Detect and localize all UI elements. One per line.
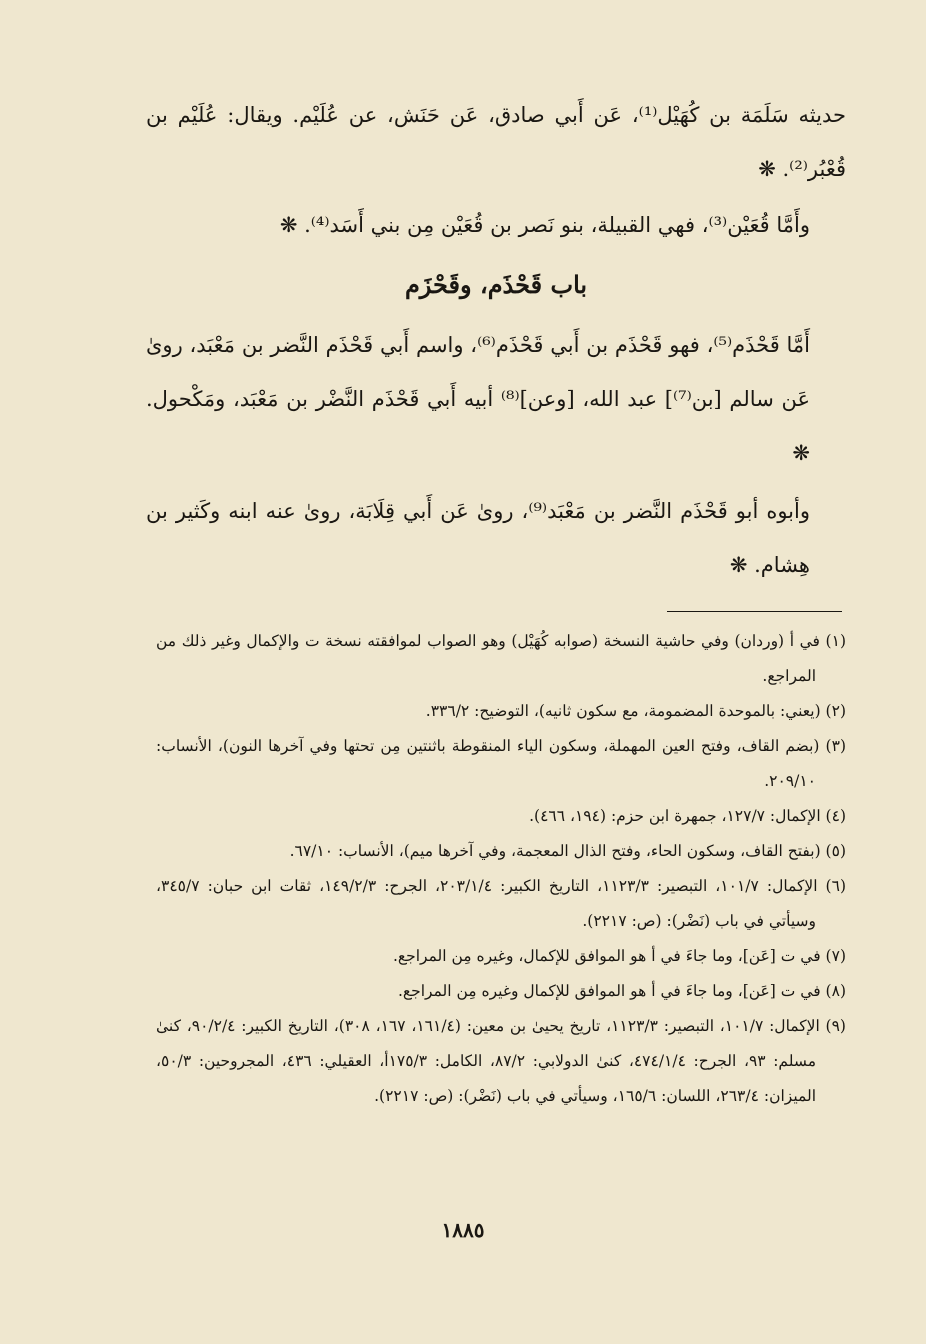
footnote-8: (٨) في ت [عَن]، وما جاءَ في أ هو الموافق للإكمال وغيره مِن المراجع. — [397, 982, 846, 1000]
footnote-4: (٤) الإكمال: ١٢٧/٧، جمهرة ابن حزم: (١٩٤، ٤٦٦). — [529, 807, 846, 825]
main-text — [146, 88, 846, 592]
paragraph-4: وأبوه أبو قَحْذَم النَّضر بن مَعْبَد⁽⁹⁾، روىٰ عَن أَبي قِلَابَة، روىٰ عنه ابنه وكَثير بن هِشام. ❋ — [146, 499, 810, 577]
footnote-7: (٧) في ت [عَن]، وما جاءَ في أ هو الموافق للإكمال، وغيره مِن المراجع. — [392, 947, 846, 965]
footnote-divider — [667, 611, 842, 612]
chapter-heading: باب قَحْذَم، وقَحْزَم — [404, 270, 588, 299]
paragraph-3: أَمَّا قَحْذَم⁽⁵⁾، فهو قَحْذَم بن أَبي قَحْذَم⁽⁶⁾، واسم أَبي قَحْذَم النَّضر بن مَعْبَد، روىٰ عَن سالم [بن⁽⁷⁾] عبد الله، [وعن]⁽⁸⁾ أبيه أَبي قَحْذَم النَّضْر بن مَعْبَد، ومَكْحول. ❋ — [146, 333, 810, 465]
footnote-9: (٩) الإكمال: ١٠١/٧، التبصير: ١١٢٣/٣، تاريخ يحيىٰ بن معين: (١٦١/٤، ١٦٧، ٣٠٨)، التاريخ الكبير: ٩٠/٢/٤، كنىٰ مسلم: ٩٣، الجرح: ٤٧٤/١/٤، كنىٰ الدولابي: ٨٧/٢، الكامل: ١٧٥/٣أ، العقيلي: ٤٣٦، المجروحين: ٥٠/٣، الميزان: ٢٦٣/٤، اللسان: ١٦٥/٦، وسيأتي في باب (نَضْر): (ص: ٢٢١٧). — [156, 1017, 846, 1105]
footnote-2: (٢) (يعني: بالموحدة المضمومة، مع سكون ثانيه)، التوضيح: ٣٣٦/٢. — [425, 702, 846, 720]
paragraph-2: وأَمَّا قُعَيْن⁽³⁾، فهي القبيلة، بنو نَصر بن قُعَيْن مِن بني أَسَد⁽⁴⁾. ❋ — [279, 213, 810, 237]
footnote-3: (٣) (بضم القاف، وفتح العين المهملة، وسكون الياء المنقوطة باثنتين مِن تحتها وفي آخرها النون)، الأنساب: ٢٠٩/١٠. — [156, 737, 846, 790]
paragraph-1: حديثه سَلَمَة بن كُهَيْل⁽¹⁾، عَن أَبي صادق، عَن حَنَش، عن عُلَيْم. ويقال: عُلَيْم بن قُعْبُر⁽²⁾. ❋ — [146, 103, 846, 181]
footnotes — [156, 624, 846, 1114]
footnote-5: (٥) (بفتح القاف، وسكون الحاء، وفتح الذال المعجمة، وفي آخرها ميم)، الأنساب: ٦٧/١٠. — [289, 842, 846, 860]
page-number: ١٨٨٥ — [441, 1218, 485, 1242]
footnote-6: (٦) الإكمال: ١٠١/٧، التبصير: ١١٢٣/٣، التاريخ الكبير: ٢٠٣/١/٤، الجرح: ١٤٩/٢/٣، ثقات ابن حبان: ٣٤٥/٧، وسيأتي في باب (نَضْر): (ص: ٢٢١٧). — [156, 877, 846, 930]
footnote-1: (١) في أ (وردان) وفي حاشية النسخة (صوابه كُهَيْل) وهو الصواب لموافقته نسخة ت والإكمال وغير ذلك من المراجع. — [156, 632, 846, 685]
